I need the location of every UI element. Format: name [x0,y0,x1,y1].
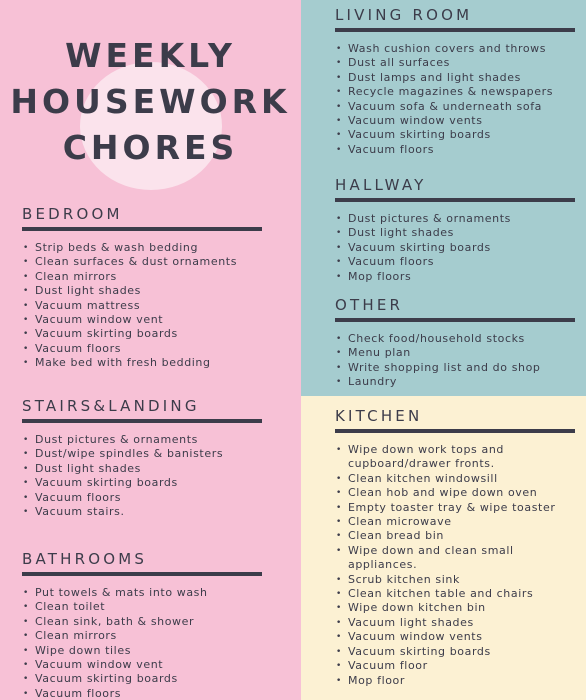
chore-item: • Clean mirrors [22,629,262,643]
chore-item: • Vacuum skirting boards [335,241,575,255]
section-heading: STAIRS&LANDING [22,397,200,415]
section-rule [335,198,575,202]
chore-item: • Vacuum floors [22,687,262,700]
section-rule [335,429,575,433]
chore-item: • Clean microwave [335,515,575,529]
chore-item: • Put towels & mats into wash [22,586,262,600]
chore-item: • Wipe down work tops and cupboard/drawer fronts. [335,443,575,472]
title-line-1: WEEKLY [65,36,236,75]
chore-item: • Check food/household stocks [335,332,575,346]
chore-list [22,433,262,519]
chore-item: • Wipe down and clean small appliances. [335,544,575,573]
chore-item: • Vacuum skirting boards [335,645,575,659]
chore-item: • Dust pictures & ornaments [335,212,575,226]
section-heading: LIVING ROOM [335,6,473,24]
chore-item: • Dust pictures & ornaments [22,433,262,447]
chore-list [335,212,575,284]
chore-item: • Wash cushion covers and throws [335,42,575,56]
chore-item: • Mop floors [335,270,575,284]
chore-item: • Menu plan [335,346,575,360]
chore-item: • Clean surfaces & dust ornaments [22,255,262,269]
chore-item: • Vacuum skirting boards [22,327,262,341]
chore-item: • Vacuum floors [22,491,262,505]
section-other [335,296,575,390]
chore-item: • Vacuum window vent [22,658,262,672]
chore-list [335,332,575,390]
title-line-3: CHORES [62,128,239,167]
section-rule [22,227,262,231]
chore-list [22,586,262,700]
chore-list [335,42,575,157]
section-kitchen [335,407,575,688]
section-rule [335,28,575,32]
chore-item: • Vacuum skirting boards [335,128,575,142]
section-heading: KITCHEN [335,407,423,425]
chore-item: • Dust lamps and light shades [335,71,575,85]
section-heading: BATHROOMS [22,550,148,568]
chore-item: • Make bed with fresh bedding [22,356,262,370]
chore-item: • Strip beds & wash bedding [22,241,262,255]
chore-item: • Dust light shades [335,226,575,240]
chore-item: • Clean toilet [22,600,262,614]
chore-list [22,241,262,371]
title-line-2: HOUSEWORK [10,82,291,121]
chore-item: • Vacuum mattress [22,299,262,313]
section-heading: BEDROOM [22,205,123,223]
chore-item: • Vacuum window vent [22,313,262,327]
section-rule [22,572,262,576]
chore-item: • Clean kitchen table and chairs [335,587,575,601]
section-stairs-landing [22,397,262,519]
chore-item: • Clean sink, bath & shower [22,615,262,629]
chore-item: • Dust light shades [22,284,262,298]
chore-item: • Vacuum sofa & underneath sofa [335,100,575,114]
chore-item: • Mop floor [335,674,575,688]
chore-item: • Vacuum floor [335,659,575,673]
chore-item: • Vacuum floors [22,342,262,356]
chore-item: • Vacuum skirting boards [22,672,262,686]
chore-item: • Laundry [335,375,575,389]
chore-item: • Dust/wipe spindles & banisters [22,447,262,461]
chore-item: • Recycle magazines & newspapers [335,85,575,99]
chore-item: • Vacuum window vents [335,114,575,128]
chore-list [335,443,575,688]
section-heading: OTHER [335,296,404,314]
chore-item: • Scrub kitchen sink [335,573,575,587]
section-bedroom [22,205,262,371]
section-living-room [335,6,575,157]
section-heading: HALLWAY [335,176,427,194]
chore-item: • Dust all surfaces [335,56,575,70]
chore-item: • Clean kitchen windowsill [335,472,575,486]
chore-item: • Vacuum floors [335,255,575,269]
chore-item: • Wipe down kitchen bin [335,601,575,615]
chore-item: • Clean hob and wipe down oven [335,486,575,500]
section-rule [22,419,262,423]
section-rule [335,318,575,322]
chore-item: • Write shopping list and do shop [335,361,575,375]
chore-item: • Vacuum floors [335,143,575,157]
chore-item: • Dust light shades [22,462,262,476]
chore-item: • Vacuum stairs. [22,505,262,519]
chore-item: • Vacuum skirting boards [22,476,262,490]
chore-item: • Clean mirrors [22,270,262,284]
chore-item: • Vacuum light shades [335,616,575,630]
chore-item: • Wipe down tiles [22,644,262,658]
section-hallway [335,176,575,284]
section-bathrooms [22,550,262,700]
chore-item: • Empty toaster tray & wipe toaster [335,501,575,515]
chore-item: • Clean bread bin [335,529,575,543]
chore-item: • Vacuum window vents [335,630,575,644]
